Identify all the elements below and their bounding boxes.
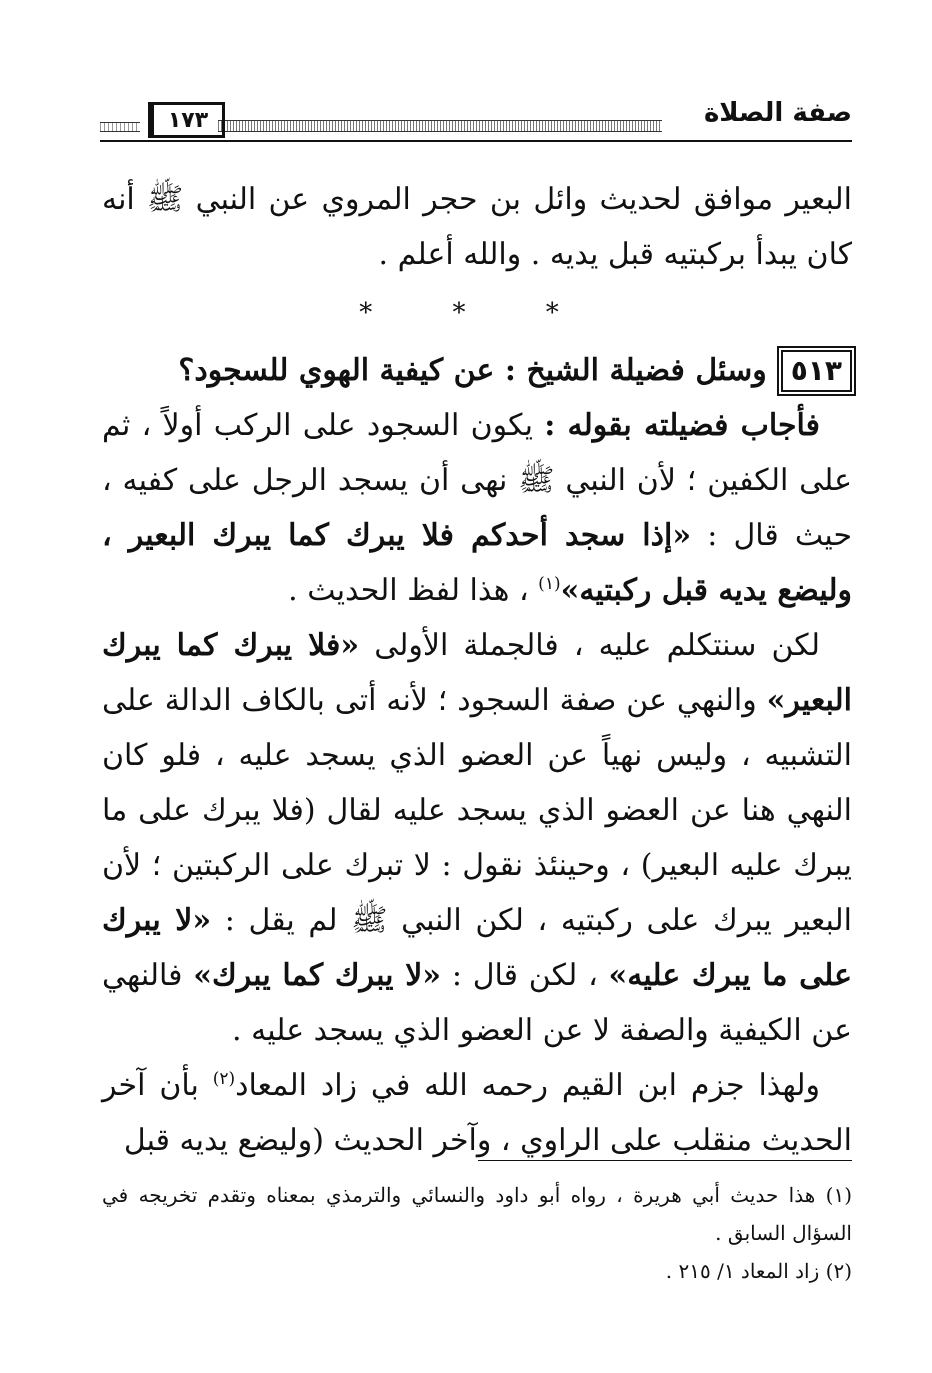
conclusion-paragraph — [102, 1058, 852, 1168]
footnote-divider — [478, 1160, 852, 1161]
page-number: ١٧٣ — [148, 102, 225, 138]
header-ornament-rule — [218, 120, 662, 132]
running-title: صفة الصلاة — [703, 98, 852, 128]
footnote-ref-1: (١) — [538, 574, 561, 594]
explanation-text-a: لكن سنتكلم عليه ، فالجملة الأولى — [359, 628, 820, 663]
question-heading — [102, 343, 852, 398]
header-ornament-rule-left — [100, 122, 140, 132]
footnotes — [102, 1176, 852, 1290]
explanation-quote-1: «فلا يبرك كما يبرك البعير» — [102, 628, 852, 718]
footnote-1: (١) هذا حديث أبي هريرة ، رواه أبو داود والنسائي والترمذي بمعناه وتقدم تخريجه في السؤال السابق . — [102, 1183, 852, 1245]
body-text — [102, 172, 852, 1168]
answer-paragraph — [102, 398, 852, 618]
page-header — [100, 98, 852, 140]
answer-text-2: ، هذا لفظ الحديث . — [288, 573, 539, 608]
explanation-quote-2: «لا يبرك على ما يبرك عليه» — [102, 903, 853, 993]
explanation-quote-3: «لا يبرك كما يبرك» — [193, 958, 442, 993]
footnote-2: (٢) زاد المعاد ١/ ٢١٥ . — [665, 1259, 852, 1283]
explanation-text-d: فالنهي عن الكيفية والصفة لا عن العضو الذي يسجد عليه . — [102, 958, 852, 1048]
hadith-quote: «إذا سجد أحدكم فلا يبرك كما يبرك البعير ، وليضع يديه قبل ركبتيه» — [102, 518, 852, 608]
conclusion-text-a: ولهذا جزم ابن القيم رحمه الله في زاد المعاد — [235, 1068, 820, 1103]
explanation-text-c: ، لكن قال : — [441, 958, 609, 993]
explanation-paragraph — [102, 618, 852, 1058]
explanation-text-b: والنهي عن صفة السجود ؛ لأنه أتى بالكاف الدالة على التشبيه ، وليس نهياً عن العضو الذي يسجد عليه ، فلو كان النهي هنا عن العضو الذي يسجد عليه لقال (فلا يبرك على ما يبرك عليه البعير) ، وحينئذ نقول : لا تبرك على الركبتين ؛ لأن البعير يبرك على ركبتيه ، لكن النبي ﷺ لم يقل : — [102, 683, 852, 938]
paragraph-intro: البعير موافق لحديث وائل بن حجر المروي عن النبي ﷺ أنه كان يبدأ بركبتيه قبل يديه . والله أعلم . — [102, 182, 852, 272]
footnote-ref-2: (٢) — [212, 1069, 236, 1089]
question-text: وسئل فضيلة الشيخ : عن كيفية الهوي للسجود؟ — [178, 353, 767, 388]
conclusion-text-b: بأن آخر الحديث منقلب على الراوي ، وآخر الحديث (وليضع يديه قبل — [102, 1068, 852, 1158]
answer-lead: فأجاب فضيلته بقوله : — [544, 408, 820, 443]
answer-text-1: يكون السجود على الركب أولاً ، ثم على الكفين ؛ لأن النبي ﷺ نهى أن يسجد الرجل على كفيه ، حيث قال : — [102, 408, 852, 553]
header-divider — [100, 140, 852, 142]
section-separator: * * * — [359, 298, 595, 328]
question-number-box: ٥١٣ — [781, 350, 852, 392]
